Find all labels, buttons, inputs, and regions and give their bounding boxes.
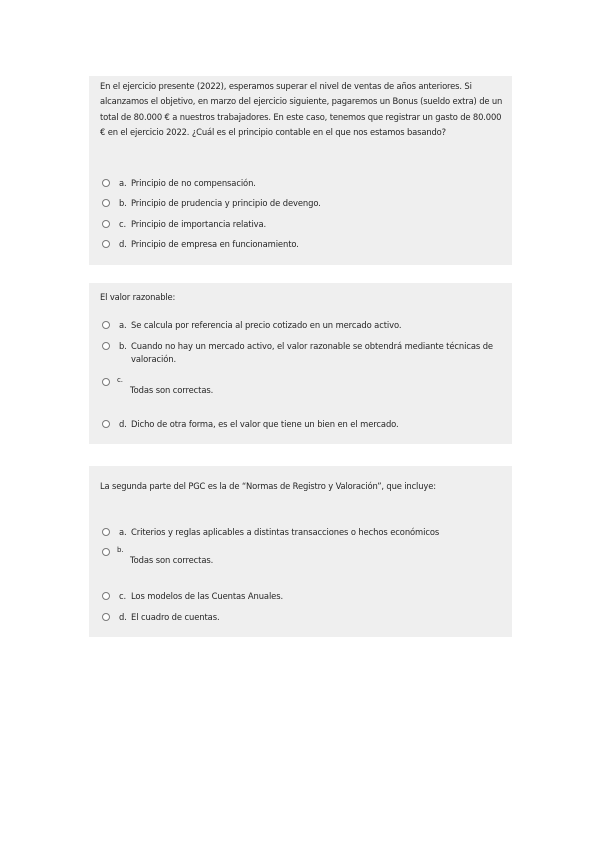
option-b[interactable]: [102, 340, 504, 366]
option-text: Principio de empresa en funcionamiento.: [131, 239, 299, 249]
option-letter: a.: [119, 527, 127, 537]
option-letter: d.: [119, 239, 127, 249]
option-text: El cuadro de cuentas.: [131, 612, 220, 622]
option-c[interactable]: [102, 218, 504, 230]
prompt-line: total de 80.000 € a nuestros trabajadores. En este caso, tenemos que registrar un gasto de 80.000: [100, 111, 502, 122]
option-a[interactable]: [102, 526, 504, 538]
question-prompt: [100, 79, 502, 140]
option-text: Se calcula por referencia al precio cotizado en un mercado activo.: [131, 320, 402, 330]
radio-button[interactable]: [102, 321, 110, 329]
option-letter: d.: [119, 419, 127, 429]
option-text: Principio de no compensación.: [131, 178, 256, 188]
option-text-line: valoración.: [131, 354, 177, 364]
question-prompt: [100, 479, 436, 494]
radio-button[interactable]: [102, 342, 110, 350]
option-text: Principio de prudencia y principio de devengo.: [131, 198, 321, 208]
question-card-3: [89, 466, 512, 637]
option-letter: b.: [119, 341, 127, 351]
option-a[interactable]: [102, 177, 504, 189]
prompt-line: La segunda parte del PGC es la de “Normas de Registro y Valoración”, que incluye:: [100, 481, 436, 491]
option-letter: c.: [119, 219, 127, 229]
option-b[interactable]: [102, 197, 504, 209]
radio-button[interactable]: [102, 240, 110, 248]
option-letter: c.: [119, 591, 127, 601]
option-letter: b.: [117, 546, 124, 554]
option-text: Todas son correctas.: [130, 555, 214, 565]
option-text: Todas son correctas.: [130, 385, 214, 395]
option-d[interactable]: [102, 611, 504, 623]
option-text: Los modelos de las Cuentas Anuales.: [131, 591, 284, 601]
radio-button[interactable]: [102, 528, 110, 536]
prompt-line: En el ejercicio presente (2022), esperamos superar el nivel de ventas de años anteriores. Si: [100, 81, 472, 91]
prompt-line: El valor razonable:: [100, 292, 176, 302]
option-d[interactable]: [102, 238, 504, 250]
radio-button[interactable]: [102, 420, 110, 428]
radio-button[interactable]: [102, 592, 110, 600]
radio-button[interactable]: [102, 179, 110, 187]
option-b[interactable]: [102, 546, 504, 568]
question-card-2: [89, 283, 512, 444]
option-letter: d.: [119, 612, 127, 622]
option-letter: b.: [119, 198, 127, 208]
question-card-1: [89, 76, 512, 265]
radio-button[interactable]: [102, 220, 110, 228]
option-a[interactable]: [102, 319, 504, 331]
option-text: Criterios y reglas aplicables a distintas transacciones o hechos económicos: [131, 527, 440, 537]
radio-button[interactable]: [102, 548, 110, 556]
radio-button[interactable]: [102, 613, 110, 621]
option-c[interactable]: [102, 590, 504, 602]
option-text: Principio de importancia relativa.: [131, 219, 267, 229]
prompt-line: € en el ejercicio 2022. ¿Cuál es el principio contable en el que nos estamos basando?: [100, 126, 446, 137]
option-letter: c.: [117, 376, 123, 384]
option-text-line: Cuando no hay un mercado activo, el valor razonable se obtendrá mediante técnicas de: [131, 341, 493, 351]
option-c[interactable]: [102, 376, 504, 398]
option-letter: a.: [119, 320, 127, 330]
option-text: Dicho de otra forma, es el valor que tiene un bien en el mercado.: [131, 419, 399, 429]
radio-button[interactable]: [102, 378, 110, 386]
option-d[interactable]: [102, 418, 504, 430]
prompt-line: alcanzamos el objetivo, en marzo del ejercicio siguiente, pagaremos un Bonus (sueldo extra) de un: [100, 96, 503, 107]
radio-button[interactable]: [102, 199, 110, 207]
option-text: [131, 340, 504, 366]
option-letter: a.: [119, 178, 127, 188]
question-prompt: [100, 290, 175, 305]
